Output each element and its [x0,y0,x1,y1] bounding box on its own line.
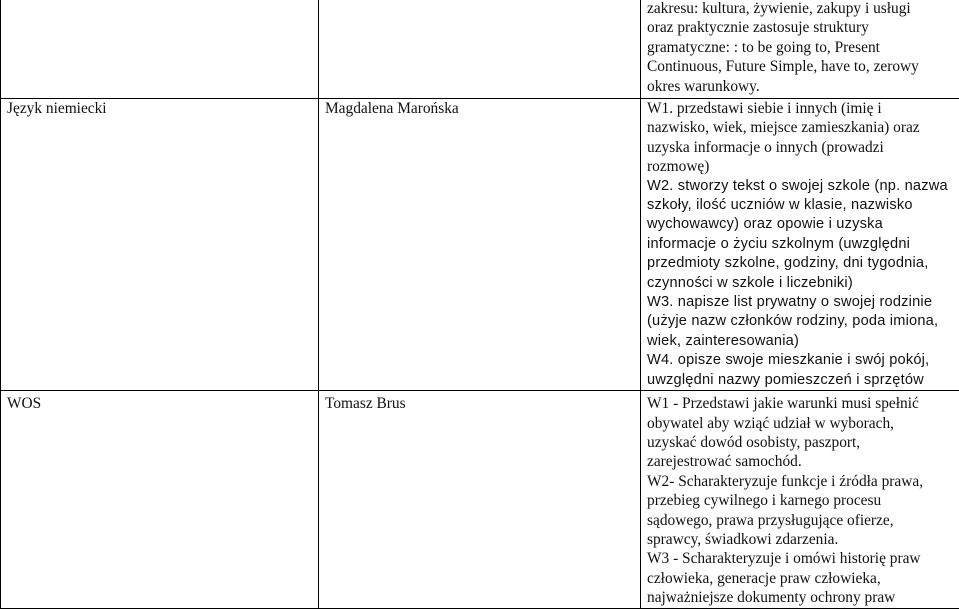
subject-cell [1,0,319,99]
requirement-line: przebieg cywilnego i karnego procesu [647,491,955,510]
requirement-line: człowieka, generacje praw człowieka, [647,569,955,588]
table-row [1,99,959,391]
requirement-line: W3 - Scharakteryzuje i omówi historię praw [647,549,955,568]
subject-cell: Język niemiecki [1,99,319,391]
table-row [1,391,959,608]
requirement-line: oraz praktycznie zastosuje struktury [647,18,955,37]
subject-cell: WOS [1,391,319,608]
requirements-cell [641,0,959,99]
requirement-line: zarejestrować samochód. [647,452,955,471]
table-row [1,0,959,99]
requirement-line: uzyskać dowód osobisty, paszport, [647,433,955,452]
requirement-line: okres warunkowy. [647,77,955,96]
requirement-line: W3. napisze list prywatny o swojej rodzinie [647,293,955,312]
requirement-line: czynności w szkole i liczebniki) [647,274,955,293]
requirement-line: W2- Scharakteryzuje funkcje i źródła prawa, [647,472,955,491]
requirement-line: W4. opisze swoje mieszkanie i swój pokój, [647,351,955,370]
requirement-line: rozmowę) [647,157,955,176]
requirement-line: uwzględni nazwy pomieszczeń i sprzętów [647,371,955,390]
requirement-line: najważniejsze dokumenty ochrony praw [647,588,955,607]
requirement-line: W1 - Przedstawi jakie warunki musi spełnić [647,394,955,413]
requirement-line: obywatel aby wziąć udział w wyborach, [647,414,955,433]
requirements-cell [641,391,959,608]
requirement-line: nazwisko, wiek, miejsce zamieszkania) oraz [647,118,955,137]
requirement-line: zakresu: kultura, żywienie, zakupy i usługi [647,0,955,18]
requirements-cell [641,99,959,391]
requirement-line: gramatyczne: : to be going to, Present [647,38,955,57]
requirement-line: sądowego, prawa przysługujące ofierze, [647,511,955,530]
requirement-line: informacje o życiu szkolnym (uwzględni [647,235,955,254]
requirement-line: szkoły, ilość uczniów w klasie, nazwisko [647,196,955,215]
requirement-line: wiek, zainteresowania) [647,332,955,351]
requirement-line: W2. stworzy tekst o swojej szkole (np. nazwa [647,177,955,196]
requirement-line: W1. przedstawi siebie i innych (imię i [647,99,955,118]
teacher-cell: Tomasz Brus [319,391,641,608]
teacher-cell: Magdalena Marońska [319,99,641,391]
requirement-line: przedmioty szkolne, godziny, dni tygodnia, [647,254,955,273]
requirement-line: wychowawcy) oraz opowie i uzyska [647,215,955,234]
teacher-cell [319,0,641,99]
requirement-line: (użyje nazw członków rodziny, poda imiona, [647,312,955,331]
requirement-line: Continuous, Future Simple, have to, zerowy [647,57,955,76]
requirement-line: uzyska informacje o innych (prowadzi [647,138,955,157]
requirement-line: sprawcy, świadkowi zdarzenia. [647,530,955,549]
